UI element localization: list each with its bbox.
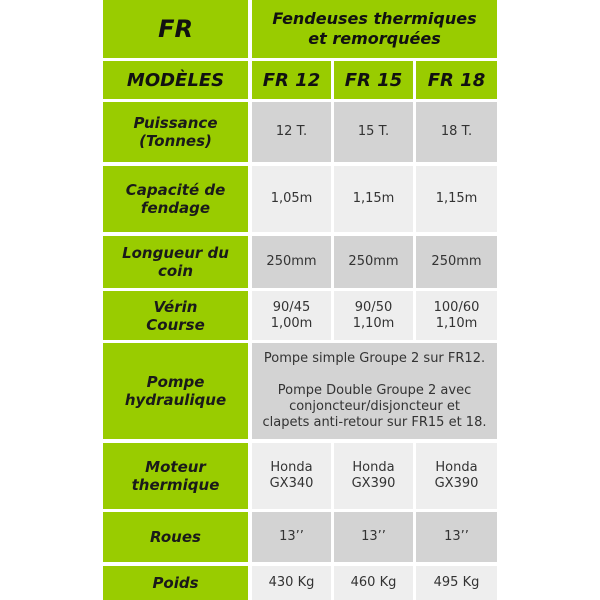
cell-value: 495 Kg (433, 575, 480, 590)
cell-value: 430 Kg (268, 575, 315, 590)
cell-value: 1,00m (270, 315, 313, 331)
header-row (103, 0, 497, 58)
cell-value: 1,15m (435, 191, 478, 206)
value-cell (334, 443, 413, 509)
cell-value: Honda (435, 460, 478, 475)
cell-value: GX340 (269, 476, 314, 491)
cell-value: 13’’ (361, 529, 386, 544)
cell-value: 12 T. (275, 124, 308, 139)
cell-value: 250mm (348, 254, 399, 269)
pump-description-line: conjoncteur/disjoncteur et (289, 399, 460, 414)
cell-value: Honda (352, 460, 395, 475)
models-label: MODÈLES (126, 69, 225, 91)
model-cell-fr15 (334, 61, 413, 99)
cell-value: GX390 (351, 476, 396, 491)
value-cell (252, 166, 331, 232)
cell-value: Honda (270, 460, 313, 475)
row-label: Moteur (145, 458, 206, 476)
row-label: thermique (131, 476, 220, 494)
row-label: Vérin (153, 297, 198, 316)
row-label-cell (103, 236, 248, 288)
value-cell (252, 291, 331, 340)
row-label-cell (103, 512, 248, 562)
value-cell (416, 102, 497, 162)
value-cell (416, 566, 497, 600)
cell-value: 18 T. (440, 124, 473, 139)
model-cell-fr12 (252, 61, 331, 99)
model-cell-fr18 (416, 61, 497, 99)
row-label: (Tonnes) (139, 132, 212, 150)
row-label-cell (103, 291, 248, 340)
row-label-cell (103, 566, 248, 600)
row-label-cell (103, 343, 248, 439)
cell-value: 90/50 (354, 299, 393, 315)
series-code: FR (158, 15, 193, 43)
value-cell (416, 443, 497, 509)
value-cell (252, 443, 331, 509)
row-label-cell (103, 443, 248, 509)
cell-value: 1,10m (352, 315, 395, 331)
value-cell (334, 236, 413, 288)
row-label-cell (103, 166, 248, 232)
cell-value: 1,05m (270, 191, 313, 206)
row-label: hydraulique (124, 391, 227, 409)
series-title-line1: Fendeuses thermiques (272, 9, 477, 28)
cell-value: 13’’ (279, 529, 304, 544)
cell-value: 1,15m (352, 191, 395, 206)
cell-value: 1,10m (435, 315, 478, 331)
model-name-fr15: FR 15 (344, 69, 403, 91)
series-code-cell (103, 0, 248, 58)
value-cell (334, 291, 413, 340)
models-label-cell (103, 61, 248, 99)
model-name-fr12: FR 12 (262, 69, 321, 91)
models-row (103, 61, 497, 99)
table-row (103, 236, 497, 288)
value-cell (334, 102, 413, 162)
model-name-fr18: FR 18 (427, 69, 486, 91)
table-row (103, 512, 497, 562)
table-row (103, 102, 497, 162)
table-row (103, 443, 497, 509)
cell-value: GX390 (434, 476, 479, 491)
value-cell (416, 236, 497, 288)
pump-description-line: clapets anti-retour sur FR15 et 18. (262, 415, 487, 430)
table-row (103, 343, 497, 439)
pump-description-cell (252, 343, 497, 439)
row-label: Capacité de (125, 181, 226, 199)
cell-value: 460 Kg (350, 575, 397, 590)
row-label: Course (146, 315, 205, 334)
value-cell (252, 236, 331, 288)
pump-description-spacer (371, 367, 379, 383)
cell-value: 250mm (431, 254, 482, 269)
series-title-cell (252, 0, 497, 58)
row-label: Poids (152, 574, 199, 592)
value-cell (252, 512, 331, 562)
table-row (103, 291, 497, 340)
value-cell (416, 291, 497, 340)
cell-value: 250mm (266, 254, 317, 269)
cell-value: 15 T. (357, 124, 390, 139)
value-cell (252, 566, 331, 600)
value-cell (252, 102, 331, 162)
series-title-line2: et remorquées (308, 29, 441, 48)
cell-value: 90/45 (272, 299, 311, 315)
value-cell (334, 512, 413, 562)
row-label: Puissance (133, 114, 218, 132)
cell-value: 13’’ (444, 529, 469, 544)
row-label: fendage (140, 199, 211, 217)
row-label-cell (103, 102, 248, 162)
row-label: Roues (150, 528, 201, 546)
value-cell (334, 166, 413, 232)
value-cell (416, 166, 497, 232)
pump-description-line: Pompe Double Groupe 2 avec (277, 383, 472, 398)
value-cell (416, 512, 497, 562)
pump-description-line: Pompe simple Groupe 2 sur FR12. (263, 351, 486, 366)
cell-value: 100/60 (433, 299, 480, 315)
value-cell (334, 566, 413, 600)
table-row (103, 166, 497, 232)
table-row (103, 566, 497, 600)
row-label: Pompe (146, 373, 205, 391)
row-label: coin (157, 262, 194, 280)
row-label: Longueur du (122, 244, 229, 262)
